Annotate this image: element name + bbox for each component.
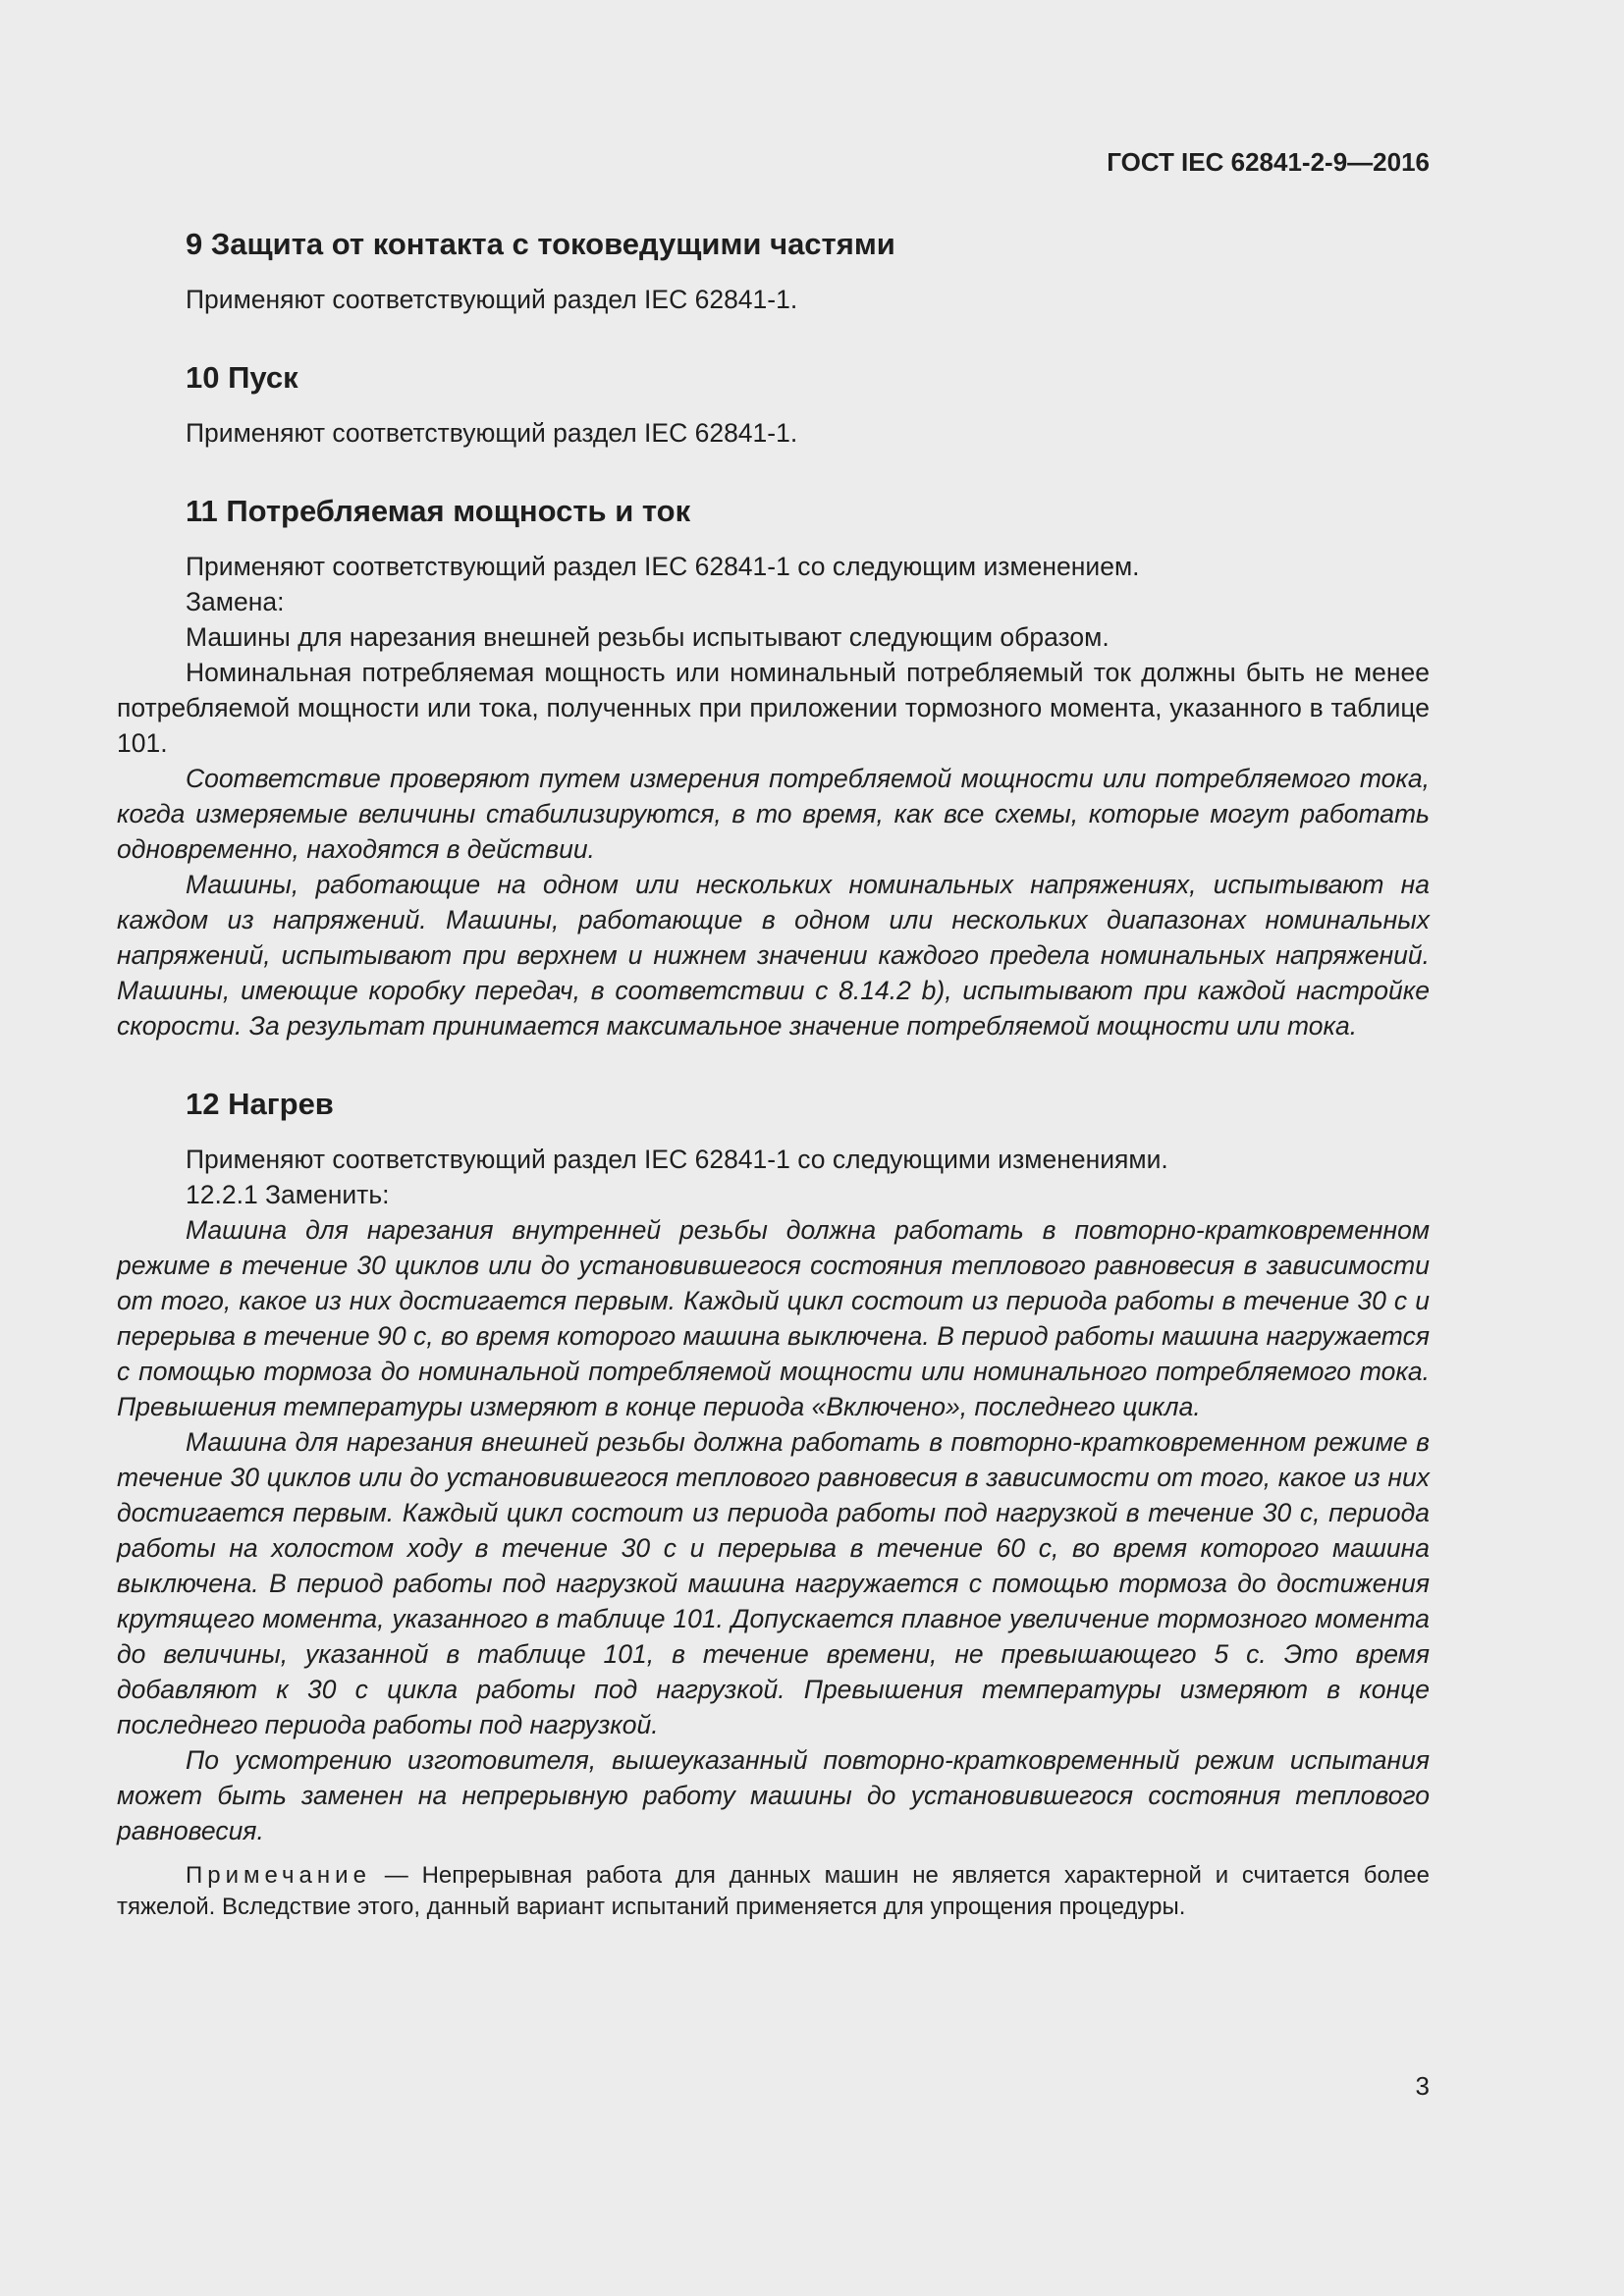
paragraph: Машина для нарезания внутренней резьбы должна работать в повторно-кратковременном режиме в течение 30 циклов или до установившегося состояния теплового равновесия в зависимости от того, какое из них достигается первым. Каждый цикл состоит из периода работы в течение 30 с и перерыва в течение 90 с, во время которого машина выключена. В период работы машина нагружается с помощью тормоза до номинальной потребляемой мощности или номинального потребляемого тока. Превышения температуры измеряют в конце периода «Включено», последнего цикла.: [117, 1215, 1430, 1421]
paragraph: Машины для нарезания внешней резьбы испытывают следующим образом.: [186, 622, 1110, 652]
document-body: [117, 221, 1430, 1923]
section-heading: 9 Защита от контакта с токоведущими частями: [186, 227, 895, 261]
paragraph: Применяют соответствующий раздел IEC 62841-1 со следующим изменением.: [186, 552, 1140, 581]
section-heading: 11 Потребляемая мощность и ток: [186, 494, 691, 528]
section-10: [117, 354, 1430, 451]
paragraph: Применяют соответствующий раздел IEC 62841-1.: [186, 285, 798, 314]
paragraph: По усмотрению изготовителя, вышеуказанный повторно-кратковременный режим испытания может быть заменен на непрерывную работу машины до установившегося состояния теплового равновесия.: [117, 1745, 1430, 1845]
section-heading: 10 Пуск: [186, 360, 298, 395]
section-heading: 12 Нагрев: [186, 1087, 334, 1121]
subclause-label: 12.2.1 Заменить:: [186, 1180, 390, 1209]
paragraph: Номинальная потребляемая мощность или номинальный потребляемый ток должны быть не менее потребляемой мощности или тока, полученных при приложении тормозного момента, указанного в таблице 101.: [117, 658, 1430, 758]
compliance-paragraph: Соответствие проверяют путем измерения потребляемой мощности или потребляемого тока, когда измеряемые величины стабилизируются, в то время, как все схемы, которые могут работать одновременно, находятся в действии.: [117, 764, 1430, 864]
document-code-header: ГОСТ IEC 62841-2-9—2016: [1107, 147, 1430, 177]
paragraph: Машина для нарезания внешней резьбы должна работать в повторно-кратковременном режиме в течение 30 циклов или до установившегося теплового равновесия в зависимости от того, какое из них достигается первым. Каждый цикл состоит из периода работы под нагрузкой в течение 30 с, периода работы на холостом ходу в течение 30 с и перерыва в течение 60 с, во время которого машина выключена. В период работы под нагрузкой машина нагружается с помощью тормоза до достижения крутящего момента, указанного в таблице 101. Допускается плавное увеличение тормозного момента до величины, указанной в таблице 101, в течение времени, не превышающего 5 с. Это время добавляют к 30 с цикла работы под нагрузкой. Превышения температуры измеряют в конце последнего периода работы под нагрузкой.: [117, 1427, 1430, 1739]
paragraph: Применяют соответствующий раздел IEC 62841-1 со следующими изменениями.: [186, 1145, 1168, 1174]
note-label: Примечание: [186, 1862, 371, 1889]
page-number: 3: [1415, 2071, 1430, 2101]
section-12: [117, 1081, 1430, 1923]
note: [117, 1860, 1430, 1923]
section-9: [117, 221, 1430, 317]
note-text: — Непрерывная работа для данных машин не является характерной и считается более тяжелой. Вследствие этого, данный вариант испытаний применяется для упрощения процедуры.: [117, 1862, 1430, 1920]
paragraph: Применяют соответствующий раздел IEC 62841-1.: [186, 418, 798, 448]
section-11: [117, 488, 1430, 1043]
paragraph: Замена:: [186, 587, 285, 616]
compliance-paragraph: Машины, работающие на одном или нескольких номинальных напряжениях, испытывают на каждом из напряжений. Машины, работающие в одном или нескольких диапазонах номинальных напряжений, испытывают при верхнем и нижнем значении каждого предела номинальных напряжений. Машины, имеющие коробку передач, в соответствии с 8.14.2 b), испытывают при каждой настройке скорости. За результат принимается максимальное значение потребляемой мощности или тока.: [117, 870, 1430, 1041]
